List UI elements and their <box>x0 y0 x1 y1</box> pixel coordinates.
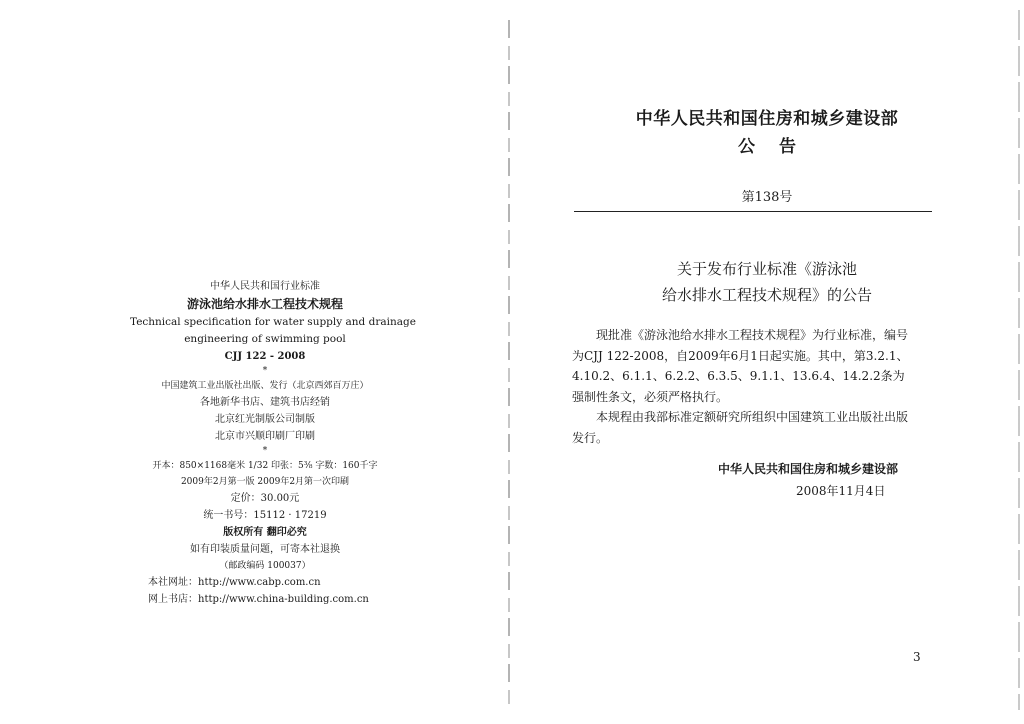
heading-line: 关于发布行业标准《游泳池 <box>676 260 857 278</box>
announcement-body <box>572 325 932 448</box>
body-line: 为CJJ 122-2008，自2009年6月1日起实施。其中，第3.2.1、 <box>572 348 909 363</box>
imprint-line: 各地新华书店、建筑书店经销 <box>200 397 330 408</box>
imprint-line: 统一书号：15112 · 17219 <box>203 510 327 521</box>
imprint-line: 北京市兴顺印刷厂印刷 <box>215 431 315 442</box>
imprint-line: CJJ 122 - 2008 <box>224 351 306 362</box>
page-number: 3 <box>913 650 921 664</box>
imprint-line: 中华人民共和国行业标准 <box>210 281 320 292</box>
page-edge-shadow <box>1018 10 1020 710</box>
imprint-line: 本社网址：http://www.cabp.com.cn <box>148 577 321 588</box>
imprint-line: 游泳池给水排水工程技术规程 <box>186 297 343 311</box>
announcement-heading <box>510 256 1024 308</box>
imprint-line: 网上书店：http://www.china-building.com.cn <box>148 594 369 605</box>
imprint-line: 2009年2月第一版 2009年2月第一次印刷 <box>180 477 350 487</box>
ministry-header: 中华人民共和国住房和城乡建设部 <box>635 109 899 129</box>
body-line: 现批准《游泳池给水排水工程技术规程》为行业标准，编号 <box>596 328 909 342</box>
copyright-imprint-block <box>130 278 416 608</box>
heading-line: 给水排水工程技术规程》的公告 <box>661 286 872 304</box>
imprint-line: 如有印装质量问题，可寄本社退换 <box>190 544 340 555</box>
left-page-imprint <box>0 0 510 724</box>
imprint-line: 开本：850×1168毫米 1/32 印张：5⅜ 字数：160千字 <box>152 461 378 471</box>
right-page-announcement <box>510 0 1024 724</box>
imprint-line: （邮政编码 100037） <box>219 561 311 571</box>
imprint-line: * <box>262 446 268 456</box>
imprint-line: 定价：30.00元 <box>230 493 300 504</box>
body-line: 发行。 <box>572 430 609 445</box>
imprint-line: 北京红光制版公司制版 <box>215 414 315 425</box>
body-line: 强制性条文，必须严格执行。 <box>572 389 729 404</box>
signing-authority: 中华人民共和国住房和城乡建设部 <box>718 462 899 476</box>
imprint-line: 中国建筑工业出版社出版、发行（北京西郊百万庄） <box>161 381 369 391</box>
body-line: 本规程由我部标准定额研究所组织中国建筑工业出版社出版 <box>596 410 909 424</box>
imprint-line: * <box>262 366 268 376</box>
imprint-line: 版权所有 翻印必究 <box>223 527 307 538</box>
notice-number: 第138号 <box>741 190 793 205</box>
imprint-line: Technical specification for water supply and drainage <box>130 316 416 328</box>
announcement-date: 2008年11月4日 <box>796 484 886 498</box>
header-divider-rule <box>574 211 932 212</box>
imprint-line: engineering of swimming pool <box>184 333 346 345</box>
notice-word: 公告 <box>738 137 820 157</box>
body-line: 4.10.2、6.1.1、6.2.2、6.3.5、9.1.1、13.6.4、14.2.2条为 <box>572 369 905 383</box>
